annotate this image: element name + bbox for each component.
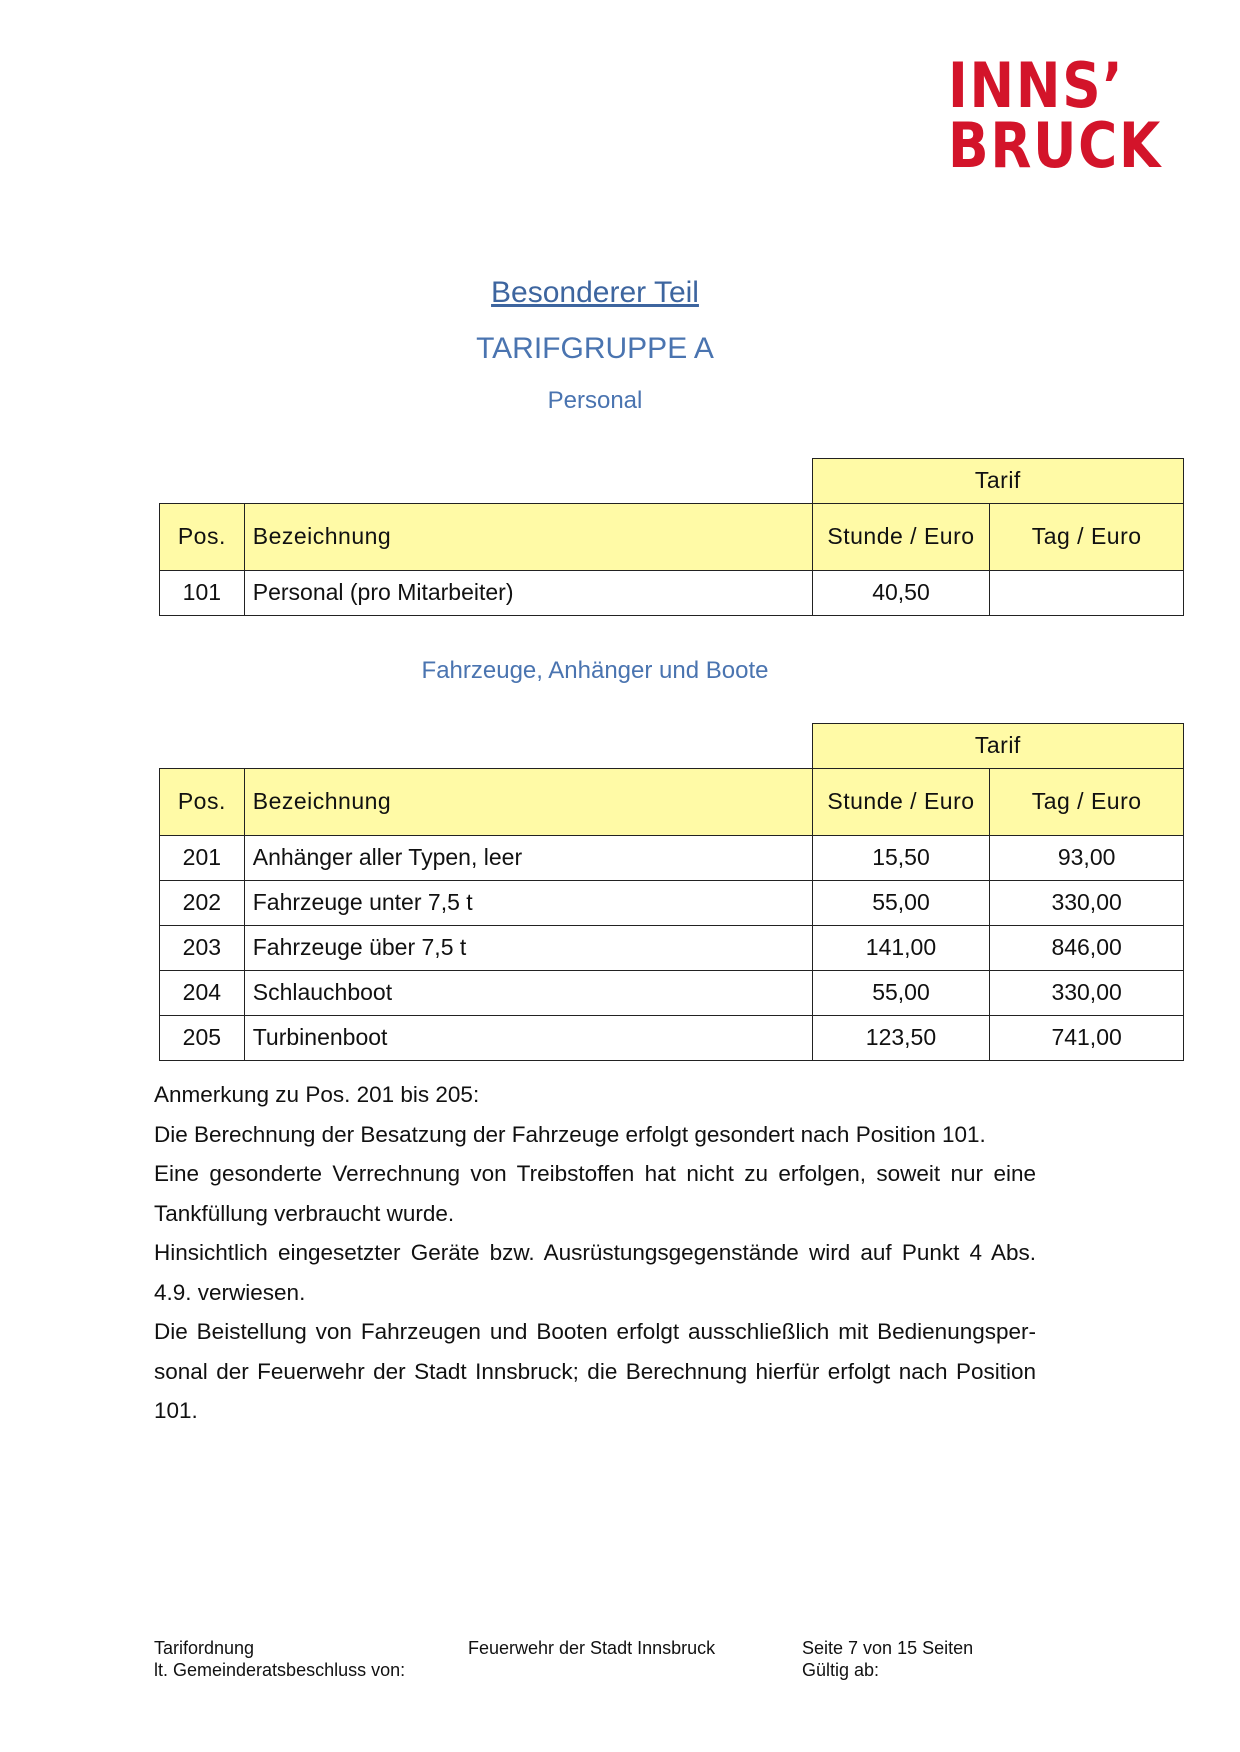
stunde-cell: 40,50: [812, 570, 990, 615]
table-row: [160, 570, 1184, 615]
bezeichnung-header: Bezeichnung: [244, 503, 812, 570]
table-row: [160, 880, 1184, 925]
tarif-header: Tarif: [812, 459, 1183, 504]
remark-paragraph: Die Beistellung von Fahrzeugen und Booten erfolgt ausschließlich mit Bedienungsper-sonal der Feuerwehr der Stadt Innsbruck; die Berechnung hierfür erfolgt nach Position 101.: [154, 1319, 1036, 1423]
footer-page-number: Seite 7 von 15 Seiten: [802, 1638, 974, 1658]
table-row: [160, 925, 1184, 970]
pos-cell: 202: [160, 880, 245, 925]
remark-paragraph: Eine gesonderte Verrechnung von Treibstoffen hat nicht zu erfolgen, soweit nur eine Tankfüllung verbraucht wurde.: [154, 1161, 1036, 1226]
stunde-cell: 55,00: [812, 880, 990, 925]
tarif-header: Tarif: [812, 724, 1183, 769]
bezeichnung-cell: Fahrzeuge über 7,5 t: [244, 925, 812, 970]
remark-block: [154, 1075, 1036, 1431]
bezeichnung-header: Bezeichnung: [244, 768, 812, 835]
tag-header: Tag / Euro: [990, 503, 1184, 570]
page-title: Besonderer Teil: [491, 276, 699, 309]
pos-cell: 203: [160, 925, 245, 970]
pos-cell: 205: [160, 1015, 245, 1060]
table-row: [160, 835, 1184, 880]
stunde-cell: 55,00: [812, 970, 990, 1015]
footer-resolution: lt. Gemeinderatsbeschluss von:: [154, 1660, 406, 1680]
bezeichnung-cell: Personal (pro Mitarbeiter): [244, 570, 812, 615]
tag-cell: 330,00: [990, 880, 1184, 925]
tag-cell: 741,00: [990, 1015, 1184, 1060]
footer-organization: Feuerwehr der Stadt Innsbruck: [468, 1638, 716, 1658]
fahrzeuge-tariff-table: [159, 723, 1184, 1061]
table-row: [160, 1015, 1184, 1060]
stunde-cell: 123,50: [812, 1015, 990, 1060]
footer-doc-name: Tarifordnung: [154, 1638, 255, 1658]
pos-cell: 101: [160, 570, 245, 615]
pos-header: Pos.: [160, 768, 245, 835]
footer-right: [802, 1637, 973, 1681]
innsbruck-logo: [948, 49, 1163, 182]
stunde-cell: 15,50: [812, 835, 990, 880]
tag-cell: 846,00: [990, 925, 1184, 970]
bezeichnung-cell: Anhänger aller Typen, leer: [244, 835, 812, 880]
section-heading-fahrzeuge: Fahrzeuge, Anhänger und Boote: [421, 657, 769, 684]
section-heading-personal: Personal: [547, 387, 643, 414]
footer-valid-from: Gültig ab:: [802, 1660, 880, 1680]
logo-line-1: INNS’: [948, 49, 1125, 122]
footer-center: [468, 1637, 715, 1659]
stunde-cell: 141,00: [812, 925, 990, 970]
logo-line-2: BRUCK: [948, 109, 1163, 182]
table-row: [160, 970, 1184, 1015]
remark-title: Anmerkung zu Pos. 201 bis 205:: [154, 1082, 480, 1107]
bezeichnung-cell: Schlauchboot: [244, 970, 812, 1015]
remark-paragraph: Die Berechnung der Besatzung der Fahrzeuge erfolgt gesondert nach Position 101.: [154, 1121, 986, 1147]
tag-header: Tag / Euro: [990, 768, 1184, 835]
footer-left: [154, 1637, 405, 1681]
stunde-header: Stunde / Euro: [812, 503, 990, 570]
tariff-group-heading: TARIFGRUPPE A: [476, 332, 714, 365]
tag-cell: 330,00: [990, 970, 1184, 1015]
pos-header: Pos.: [160, 503, 245, 570]
remark-paragraph: Hinsichtlich eingesetzter Geräte bzw. Ausrüstungsgegenstände wird auf Punkt 4 Abs. 4.9. verwiesen.: [154, 1240, 1036, 1305]
tag-cell: [990, 570, 1184, 615]
stunde-header: Stunde / Euro: [812, 768, 990, 835]
personal-tariff-table: [159, 458, 1184, 616]
bezeichnung-cell: Turbinenboot: [244, 1015, 812, 1060]
bezeichnung-cell: Fahrzeuge unter 7,5 t: [244, 880, 812, 925]
pos-cell: 204: [160, 970, 245, 1015]
tag-cell: 93,00: [990, 835, 1184, 880]
pos-cell: 201: [160, 835, 245, 880]
